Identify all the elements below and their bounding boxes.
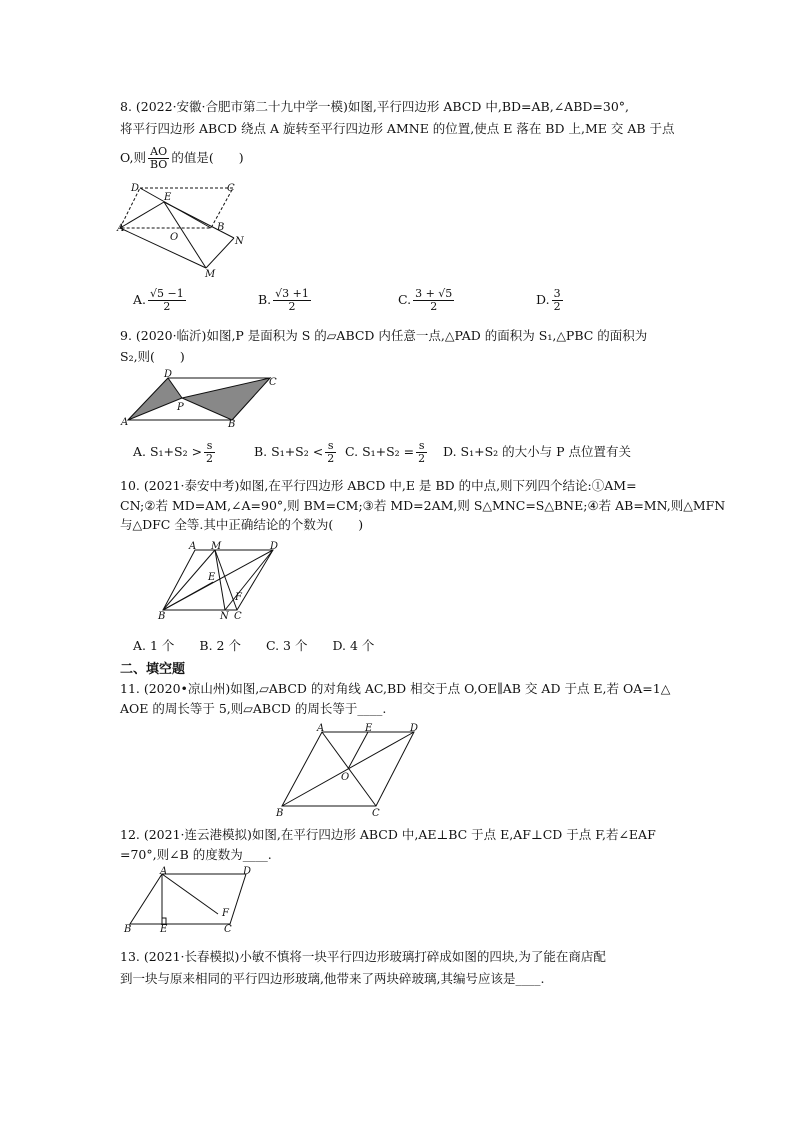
q11-label-C: C bbox=[372, 808, 380, 819]
q8-line-2: 将平行四边形 ABCD 绕点 A 旋转至平行四边形 AMNE 的位置,使点 E 落在 BD 上,ME 交 AB 于点 bbox=[120, 121, 675, 136]
q9-option-a: A. S₁+S₂ > $\frac{s}{2}$ bbox=[133, 439, 214, 465]
q10-label-N: N bbox=[220, 611, 229, 622]
q8-option-c: C. $\frac{3 + √5}{2}$ bbox=[398, 287, 453, 313]
q8-line-3: O,则 $\frac{AO}{BO}$ 的值是( ) bbox=[120, 145, 244, 171]
q10-figure bbox=[155, 540, 295, 622]
q11-label-O: O bbox=[341, 772, 350, 783]
q9-label-A: A bbox=[121, 417, 129, 428]
q12-line-1: 12. (2021·连云港模拟)如图,在平行四边形 ABCD 中,AE⊥BC 于点 E,AF⊥CD 于点 F,若∠EAF bbox=[120, 827, 656, 842]
q11-label-E: E bbox=[365, 723, 373, 734]
q9-label-B: B bbox=[228, 419, 236, 430]
q9-label-P: P bbox=[177, 402, 184, 413]
q8-label-E: E bbox=[164, 192, 172, 203]
q8-option-b: B. $\frac{√3 +1}{2}$ bbox=[258, 287, 309, 313]
q9-figure bbox=[120, 368, 290, 428]
q11-figure bbox=[272, 720, 422, 820]
q9-option-d: D. S₁+S₂ 的大小与 P 点位置有关 bbox=[443, 444, 631, 459]
q8-label-O: O bbox=[170, 232, 179, 243]
q10-label-D: D bbox=[270, 541, 279, 552]
q8-figure bbox=[118, 180, 268, 280]
q9-option-b: B. S₁+S₂ < $\frac{s}{2}$ bbox=[254, 439, 335, 465]
q12-label-A: A bbox=[160, 866, 168, 877]
section-heading-fill-in: 二、填空题 bbox=[120, 662, 186, 677]
q8-label-B: B bbox=[217, 222, 225, 233]
q10-label-M: M bbox=[211, 541, 222, 552]
q12-label-B: B bbox=[124, 924, 132, 935]
q12-label-D: D bbox=[243, 866, 252, 877]
q10-line-2: CN;②若 MD=AM,∠A=90°,则 BM=CM;③若 MD=2AM,则 S△MNC=S△BNE;④若 AB=MN,则△MFN bbox=[120, 498, 726, 513]
q10-line-1: 10. (2021·泰安中考)如图,在平行四边形 ABCD 中,E 是 BD 的中点,则下列四个结论:①AM= bbox=[120, 478, 637, 493]
q10-line-3: 与△DFC 全等.其中正确结论的个数为( ) bbox=[120, 517, 364, 532]
q12-line-2: =70°,则∠B 的度数为____. bbox=[120, 847, 272, 862]
q8-option-a: A. $\frac{√5 -1}{2}$ bbox=[133, 287, 184, 313]
q8-label-M: M bbox=[205, 269, 216, 280]
q10-label-E: E bbox=[208, 572, 216, 583]
q11-line-2: AOE 的周长等于 5,则▱ABCD 的周长等于____. bbox=[120, 701, 387, 716]
q12-figure bbox=[120, 866, 260, 936]
q10-options: A. 1 个 B. 2 个 C. 3 个 D. 4 个 bbox=[133, 638, 375, 653]
q11-label-A: A bbox=[317, 723, 325, 734]
q8-label-N: N bbox=[235, 236, 244, 247]
q11-label-D: D bbox=[410, 723, 419, 734]
q9-line-1: 9. (2020·临沂)如图,P 是面积为 S 的▱ABCD 内任意一点,△PAD 的面积为 S₁,△PBC 的面积为 bbox=[120, 328, 648, 343]
q12-label-C: C bbox=[224, 924, 232, 935]
q13-line-1: 13. (2021·长春模拟)小敏不慎将一块平行四边形玻璃打碎成如图的四块,为了能在商店配 bbox=[120, 949, 606, 964]
q9-line-2: S₂,则( ) bbox=[120, 349, 185, 364]
q8-option-d: D. $\frac{3}{2}$ bbox=[536, 287, 561, 313]
q12-label-F: F bbox=[222, 908, 229, 919]
q10-label-F: F bbox=[235, 592, 242, 603]
q11-label-B: B bbox=[276, 808, 284, 819]
q10-label-C: C bbox=[234, 611, 242, 622]
q8-fraction: $\frac{AO}{BO}$ bbox=[150, 145, 168, 171]
q10-label-B: B bbox=[158, 611, 166, 622]
q12-label-E: E bbox=[160, 924, 168, 935]
q8-line-1: 8. (2022·安徽·合肥市第二十九中学一模)如图,平行四边形 ABCD 中,BD=AB,∠ABD=30°, bbox=[120, 99, 630, 114]
q13-line-2: 到一块与原来相同的平行四边形玻璃,他带来了两块碎玻璃,其编号应该是____. bbox=[120, 971, 545, 986]
q10-label-A: A bbox=[189, 541, 197, 552]
q8-label-D: D bbox=[131, 183, 140, 194]
q8-label-A: A bbox=[117, 223, 125, 234]
q9-option-c: C. S₁+S₂ = $\frac{s}{2}$ bbox=[345, 439, 426, 465]
q9-label-C: C bbox=[269, 377, 277, 388]
q8-label-C: C bbox=[227, 183, 235, 194]
q9-label-D: D bbox=[164, 369, 173, 380]
q11-line-1: 11. (2020•凉山州)如图,▱ABCD 的对角线 AC,BD 相交于点 O,OE∥AB 交 AD 于点 E,若 OA=1△ bbox=[120, 681, 671, 696]
